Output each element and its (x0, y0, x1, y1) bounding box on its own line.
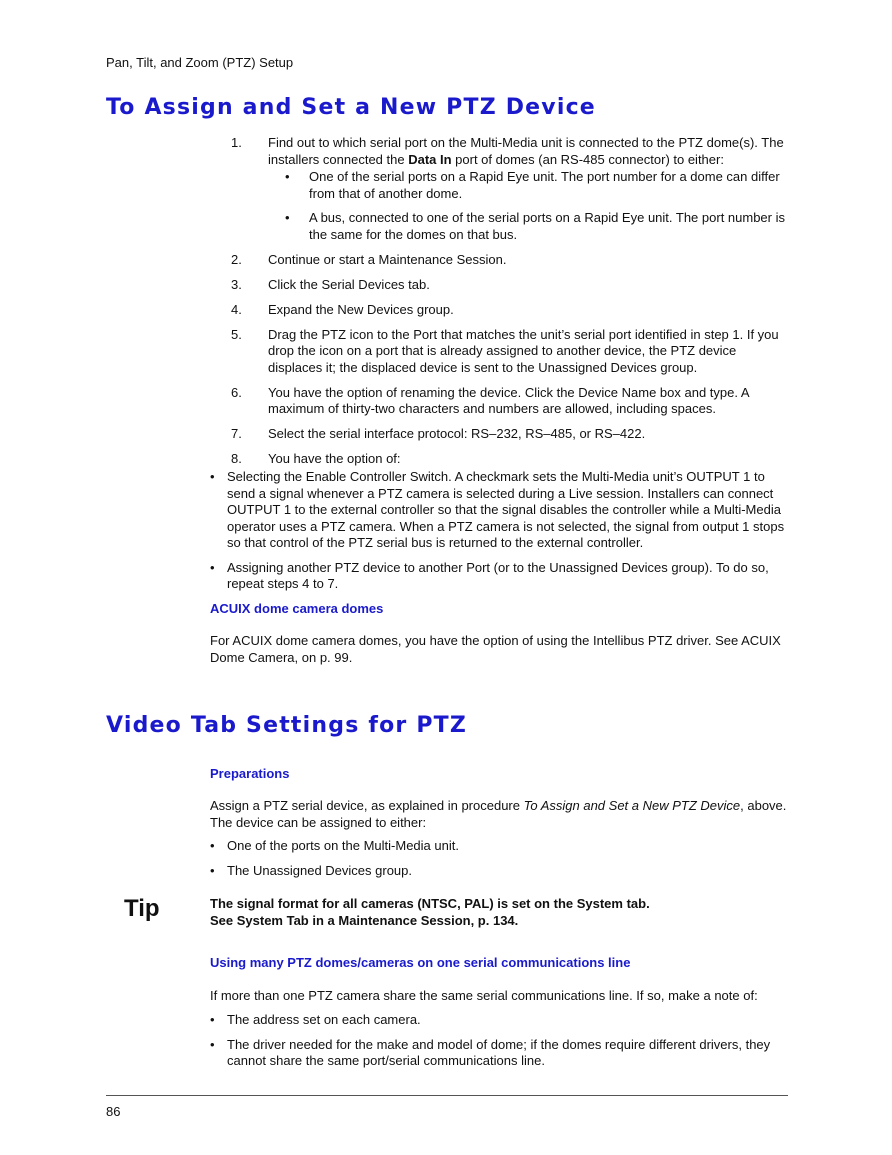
step-number: 3. (231, 276, 242, 292)
step-2 (210, 252, 790, 269)
step-text: You have the option of renaming the device. Click the Device Name box and type. A maximum of thirty-two characters and numbers are allowed, including spaces. (268, 384, 749, 416)
section-title-assign-ptz: To Assign and Set a New PTZ Device (106, 95, 596, 120)
many-domes-paragraph: If more than one PTZ camera share the same serial communications line. If so, make a note of: (210, 988, 758, 1003)
step-1 (210, 135, 790, 243)
step-bold-term: Data In (408, 151, 452, 167)
many-item (210, 1037, 790, 1070)
tip-line-2: See System Tab in a Maintenance Session, p. 134. (210, 912, 519, 928)
procedure-reference: To Assign and Set a New PTZ Device (523, 798, 741, 813)
options-list (210, 469, 790, 601)
acuix-heading: ACUIX dome camera domes (210, 601, 384, 616)
option-text: Selecting the Enable Controller Switch. A checkmark sets the Multi-Media unit’s OUTPUT 1 to send a signal whenever a PTZ camera is selected during a Live session. Installers can connect OUTPUT 1 to the external controller so that the signal disables the controller while a Multi-Media operator uses a PTZ camera. When a PTZ camera is not selected, the signal from output 1 stops so that control of the PTZ serial bus is returned to the external controller. (227, 469, 785, 550)
prep-text: Assign a PTZ serial device, as explained in procedure (210, 798, 524, 813)
prep-item-text: The Unassigned Devices group. (227, 862, 412, 878)
prep-item (210, 838, 790, 855)
many-item-text: The address set on each camera. (227, 1012, 421, 1027)
section-title-video-tab: Video Tab Settings for PTZ (106, 713, 468, 738)
step-number: 1. (231, 135, 242, 150)
step-number: 7. (231, 426, 242, 441)
step-number: 4. (231, 301, 242, 317)
step-6 (210, 385, 790, 418)
many-item-text: The driver needed for the make and model of dome; if the domes require different drivers, they cannot share the same port/serial communications line. (227, 1036, 771, 1068)
step-number: 5. (231, 326, 242, 342)
step1-bullet-1 (268, 169, 790, 202)
preparations-paragraph (210, 798, 790, 831)
many-item (210, 1012, 790, 1029)
bullet-dot: • (285, 169, 290, 184)
acuix-paragraph: For ACUIX dome camera domes, you have the option of using the Intellibus PTZ driver. See ACUIX Dome Camera, on p. 99. (210, 633, 781, 665)
step-number: 2. (231, 251, 242, 267)
preparations-list (210, 838, 790, 887)
bullet-dot: • (285, 210, 290, 225)
step-text: Drag the PTZ icon to the Port that matches the unit’s serial port identified in step 1. If you drop the icon on a port that is already assigned to another device, the PTZ device displaces it; the displaced device is sent to the Unassigned Devices group. (268, 326, 779, 375)
bullet-dot: • (210, 1036, 215, 1052)
option-item (210, 560, 790, 593)
option-text: Assigning another PTZ device to another Port (or to the Unassigned Devices group). To do so, repeat steps 4 to 7. (227, 559, 769, 591)
prep-item-text: One of the ports on the Multi-Media unit. (227, 838, 459, 853)
step-text: You have the option of: (268, 451, 401, 466)
option-item (210, 469, 790, 552)
step-3 (210, 277, 790, 294)
footer-divider (106, 1095, 788, 1096)
step-text-cont: port of domes (an RS-485 connector) to either: (451, 151, 724, 167)
step-5 (210, 327, 790, 377)
step-text: Click the Serial Devices tab. (268, 276, 430, 292)
step-7 (210, 426, 790, 443)
tip-label: Tip (124, 895, 160, 922)
preparations-heading: Preparations (210, 766, 290, 781)
step-text: Expand the New Devices group. (268, 301, 454, 317)
tip-line-1: The signal format for all cameras (NTSC, PAL) is set on the System tab. (210, 896, 650, 911)
many-domes-heading: Using many PTZ domes/cameras on one serial communications line (210, 955, 631, 970)
bullet-dot: • (210, 469, 215, 484)
page-number: 86 (106, 1104, 121, 1119)
bullet-dot: • (210, 559, 215, 575)
step1-bullet-2 (268, 210, 790, 243)
step-text: Select the serial interface protocol: RS–232, RS–485, or RS–422. (268, 426, 646, 441)
step-8 (210, 451, 790, 468)
many-domes-list (210, 1012, 790, 1078)
running-header: Pan, Tilt, and Zoom (PTZ) Setup (106, 55, 294, 70)
step-4 (210, 302, 790, 319)
bullet-dot: • (210, 1012, 215, 1027)
bullet-dot: • (210, 862, 215, 878)
step-text: Find out to which serial port on the Multi-Media unit is connected to the PTZ dome(s). The installers connected the (268, 135, 784, 167)
tip-text (210, 896, 790, 929)
procedure-steps (210, 135, 790, 476)
bullet-dot: • (210, 838, 215, 853)
step-number: 8. (231, 451, 242, 466)
step-number: 6. (231, 384, 242, 400)
bullet-text: A bus, connected to one of the serial ports on a Rapid Eye unit. The port number is the same for the domes on that bus. (309, 210, 785, 242)
prep-item (210, 863, 790, 880)
prep-text-cont: , above. The device can be assigned to either: (210, 798, 787, 830)
bullet-text: One of the serial ports on a Rapid Eye unit. The port number for a dome can differ from that of another dome. (309, 169, 780, 201)
step-text: Continue or start a Maintenance Session. (268, 251, 507, 267)
